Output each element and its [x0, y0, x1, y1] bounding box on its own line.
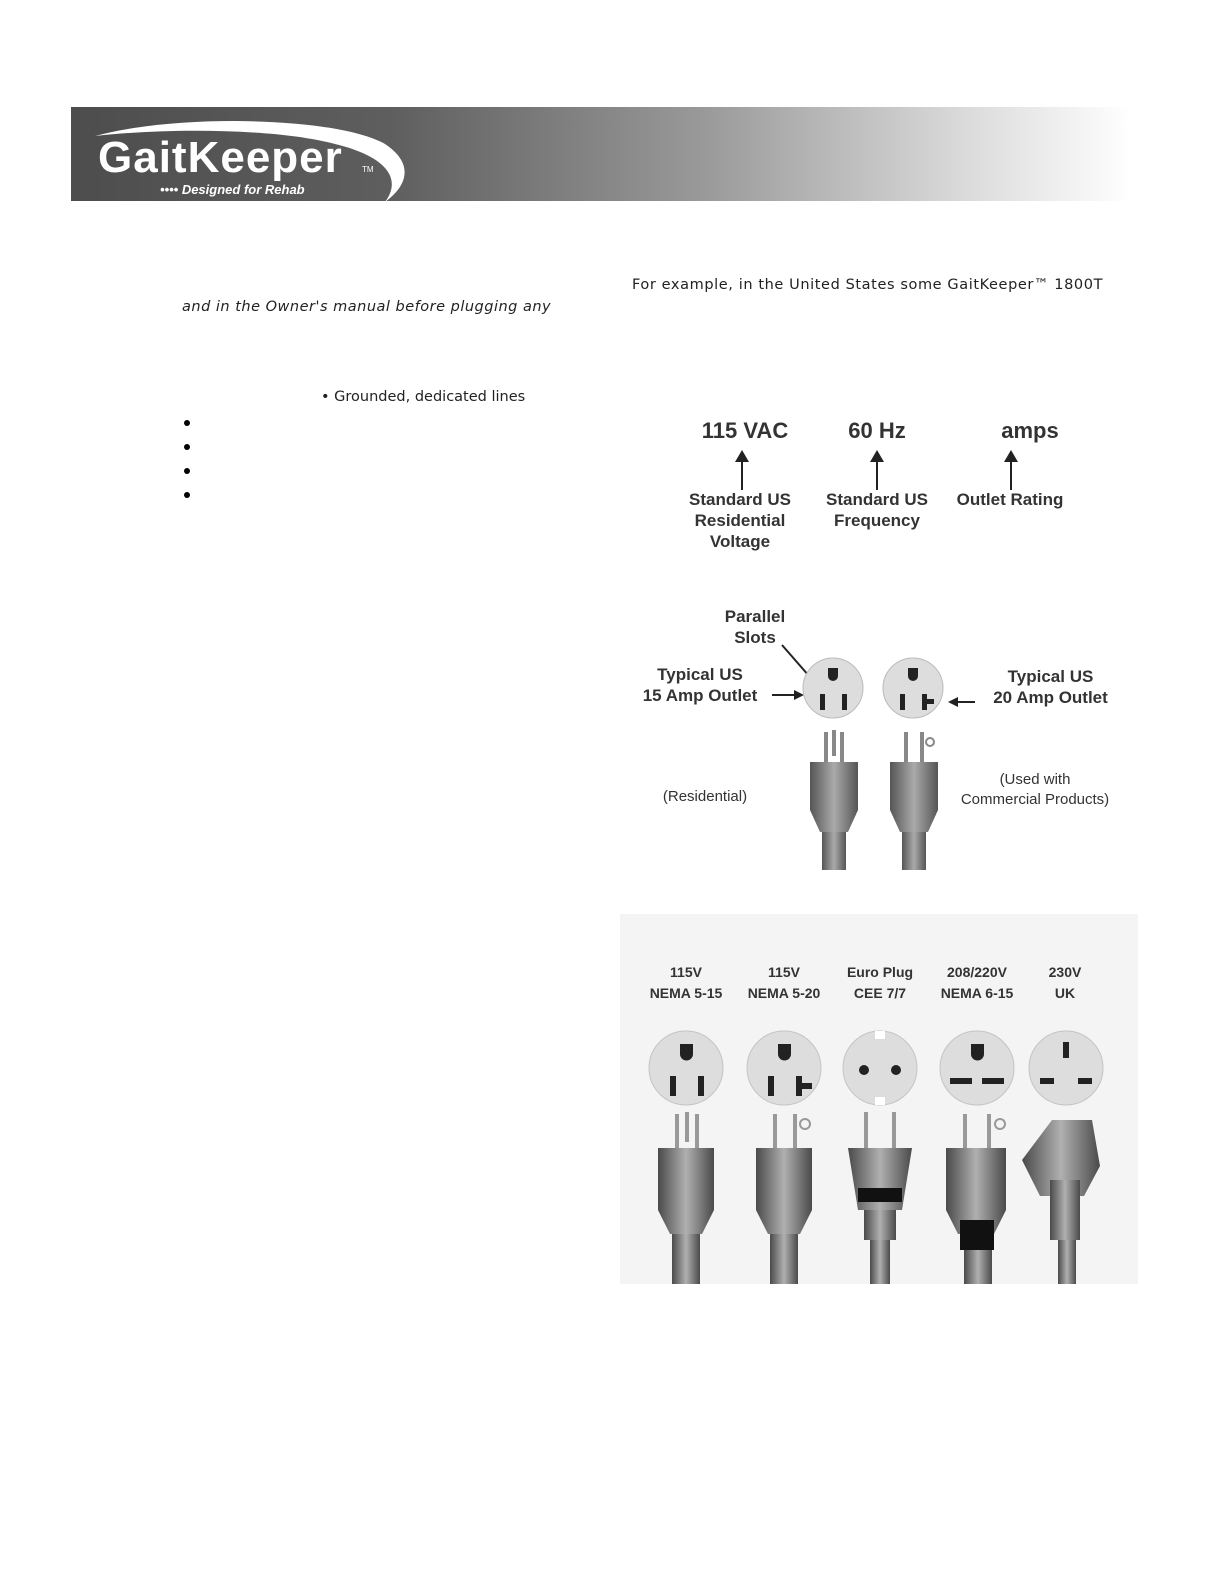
- amps-caption: Outlet Rating: [956, 490, 1064, 509]
- amps-value: amps: [1001, 418, 1059, 443]
- list-bullet: [184, 444, 190, 450]
- plug-type-label: 115V NEMA 5-20: [747, 964, 821, 1001]
- voltage-arrow-icon: [730, 450, 754, 492]
- nema-5-15-plug-icon: [649, 1031, 723, 1284]
- plug-type-label: 115V NEMA 5-15: [649, 964, 723, 1001]
- plug-type-label: Euro Plug CEE 7/7: [846, 964, 914, 1001]
- amps-arrow-icon: [999, 450, 1023, 492]
- parallel-slots-label: Parallel Slots: [724, 607, 786, 647]
- commercial-note: (Used with Commercial Products): [960, 771, 1110, 808]
- logo-wordmark: GaitKeeper: [98, 133, 343, 182]
- outlet-15-label: Typical US 15 Amp Outlet: [642, 665, 758, 705]
- intro-text-right: For example, in the United States some GaitKeeper™ 1800T: [632, 277, 1104, 293]
- plug-type-label: 208/220V NEMA 6-15: [940, 964, 1014, 1001]
- intro-text-left: and in the Owner's manual before plugging any: [182, 299, 552, 315]
- frequency-caption: Standard US Frequency: [825, 490, 929, 530]
- plug-type-label: 230V UK: [1048, 964, 1082, 1001]
- nema-6-15-plug-icon: [940, 1031, 1014, 1284]
- voltage-value: 115 VAC: [701, 418, 789, 443]
- frequency-value: 60 Hz: [848, 418, 906, 443]
- outlet-20-label: Typical US 20 Amp Outlet: [993, 667, 1108, 707]
- list-bullet: [184, 420, 190, 426]
- nema-5-20-plug-icon: [747, 1031, 821, 1284]
- logo-trademark: TM: [362, 165, 374, 174]
- us-outlets-illustration: [760, 640, 980, 870]
- list-bullet: [184, 492, 190, 498]
- logo-tagline: •••• Designed for Rehab: [160, 182, 305, 197]
- voltage-caption: Standard US Residential Voltage: [688, 490, 792, 551]
- frequency-arrow-icon: [865, 450, 889, 492]
- international-plugs-illustration: [620, 1020, 1138, 1284]
- residential-note: (Residential): [662, 788, 748, 805]
- euro-plug-icon: [843, 1031, 917, 1284]
- grounded-lines-note: • Grounded, dedicated lines: [321, 389, 526, 405]
- uk-plug-icon: [1022, 1031, 1103, 1284]
- list-bullet: [184, 468, 190, 474]
